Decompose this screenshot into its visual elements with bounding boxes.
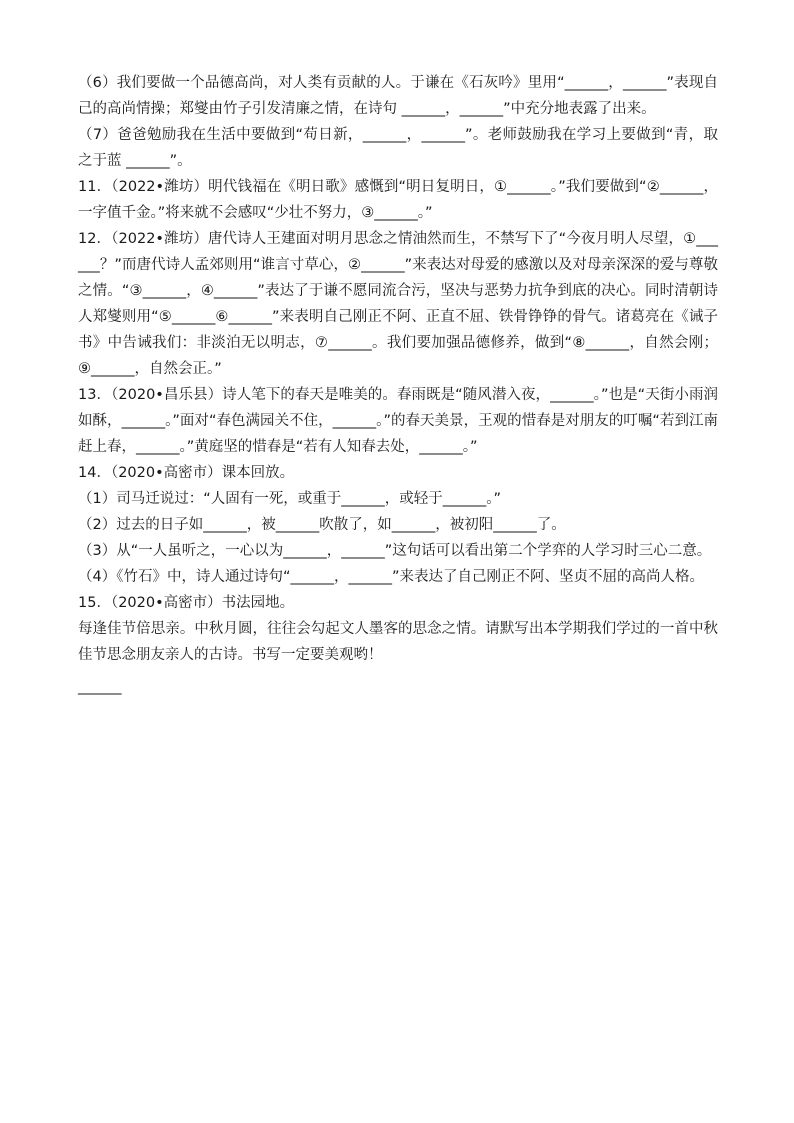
question-12: 12．（2022•潍坊）唐代诗人王建面对明月思念之情油然而生，不禁写下了“今夜月明人尽望，①______？”而唐代诗人孟郊则用“谁言寸草心，②______”来表达对母爱的感激以及对母亲深深的爱与尊敬之情。“③______，④______”表达了于谦不愿同流合污，坚决与恶势力抗争到底的决心。同时清朝诗人郑燮则用“⑤______⑥______”来表明自己刚正不阿、正直不屈、铁骨铮铮的骨气。诸葛亮在《诫子书》中告诫我们：非淡泊无以明志，⑦______。我们要加强品德修养，做到“⑧______，自然会刚；⑨______，自然会正。” <box>78 231 718 377</box>
question-15-body: 每逢佳节倍思亲。中秋月圆，往往会勾起文人墨客的思念之情。请默写出本学期我们学过的一首中秋佳节思念朋友亲人的古诗。书写一定要美观哟！ <box>78 621 718 663</box>
document-page <box>78 70 718 700</box>
question-14-4: （4）《竹石》中，诗人通过诗句“______，______”来表达了自己刚正不阿、坚贞不屈的高尚人格。 <box>78 569 704 585</box>
question-14-3: （3）从“一人虽听之，一心以为______，______”这句话可以看出第二个学弈的人学习时三心二意。 <box>78 543 712 559</box>
question-14-2: （2）过去的日子如______，被______吹散了，如______，被初阳______了。 <box>78 517 566 533</box>
question-10-6: （6）我们要做一个品德高尚，对人类有贡献的人。于谦在《石灰吟》里用“______，______”表现自己的高尚情操；郑燮由竹子引发清廉之情，在诗句 ______，______”中充分地表露了出来。 <box>78 75 718 117</box>
question-14-1: （1）司马迁说过：“人固有一死，或重于______，或轻于______。” <box>78 491 501 507</box>
answer-blank-line: ______ <box>78 679 122 695</box>
question-11: 11．（2022•潍坊）明代钱福在《明日歌》感慨到“明日复明日，①______。”我们要做到“②______，一字值千金。”将来就不会感叹“少壮不努力，③______。” <box>78 179 718 221</box>
question-14-heading: 14．（2020•高密市）课本回放。 <box>78 465 295 481</box>
question-10-7: （7）爸爸勉励我在生活中要做到“苟日新，______，______”。老师鼓励我在学习上要做到“青，取之于蓝 ______”。 <box>78 127 718 169</box>
question-15-heading: 15．（2020•高密市）书法园地。 <box>78 595 295 611</box>
question-13: 13．（2020•昌乐县）诗人笔下的春天是唯美的。春雨既是“随风潜入夜，______。”也是“天街小雨润如酥，______。”面对“春色满园关不住，______。”的春天美景，王观的惜春是对朋友的叮嘱“若到江南赶上春，______。”黄庭坚的惜春是“若有人知春去处，______。” <box>78 387 718 455</box>
